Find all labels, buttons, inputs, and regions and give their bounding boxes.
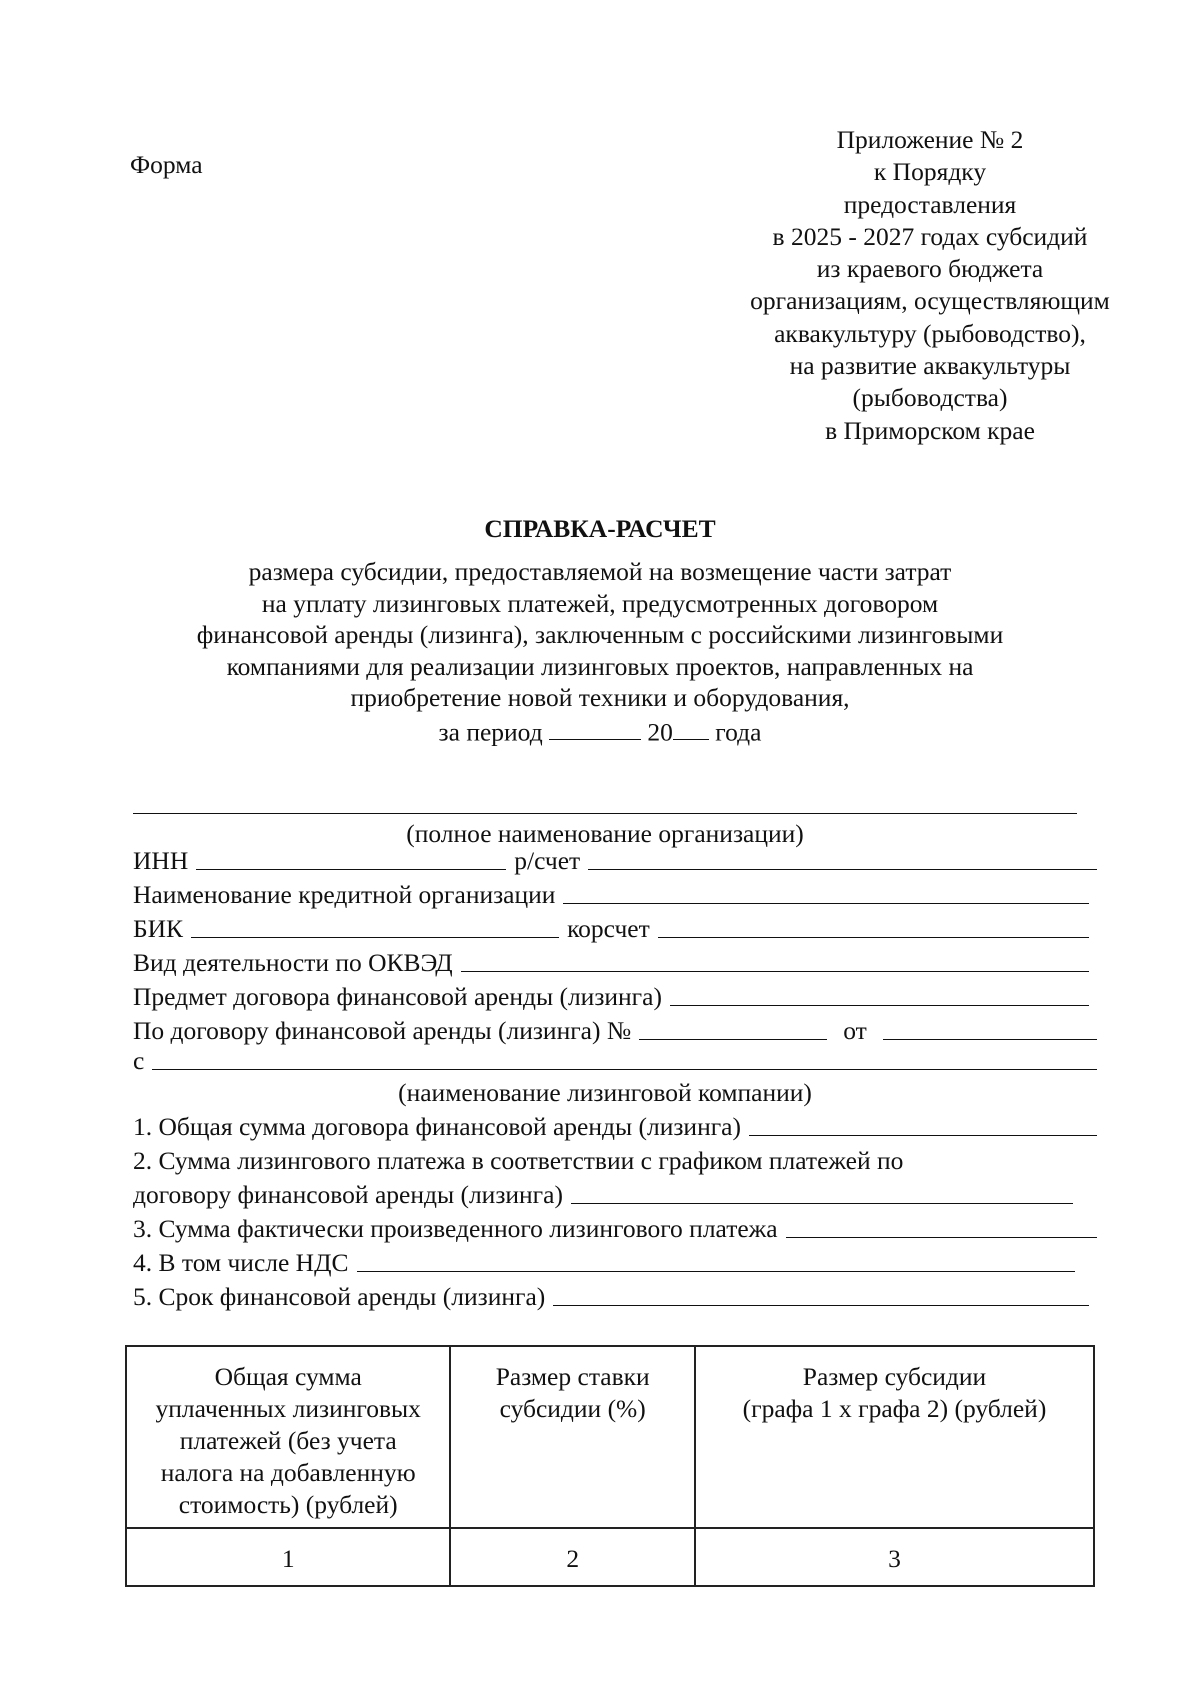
subtitle-line: на уплату лизинговых платежей, предусмотренных договором bbox=[261, 588, 939, 618]
period-line bbox=[0, 714, 1200, 748]
subtitle-line: финансовой аренды (лизинга), заключенным с российскими лизинговыми bbox=[196, 620, 1004, 649]
period-prefix: за период bbox=[438, 717, 543, 746]
item1-field[interactable] bbox=[749, 1134, 1097, 1136]
appendix-line: аквакультуру (рыбоводство), bbox=[774, 318, 1086, 348]
lease-contract-label: По договору финансовой аренды (лизинга) № bbox=[133, 1016, 632, 1045]
subtitle-line: размера субсидии, предоставляемой на возмещение части затрат bbox=[248, 557, 952, 586]
period-blank[interactable] bbox=[549, 714, 641, 741]
org-name-caption: (полное наименование организации) bbox=[406, 819, 804, 848]
table-header-row bbox=[126, 1346, 1094, 1528]
header-line: субсидии (%) bbox=[499, 1394, 646, 1423]
appendix-line: Приложение № 2 bbox=[836, 125, 1024, 154]
account-label: р/счет bbox=[514, 846, 581, 875]
item2-field[interactable] bbox=[571, 1202, 1073, 1204]
appendix-block bbox=[690, 124, 1170, 447]
period-suffix: года bbox=[715, 717, 762, 746]
okved-field[interactable] bbox=[461, 970, 1089, 972]
item2-label-line2: договору финансовой аренды (лизинга) bbox=[133, 1180, 563, 1209]
header-line: уплаченных лизинговых bbox=[155, 1394, 421, 1423]
appendix-line: в Приморском крае bbox=[825, 415, 1035, 445]
corr-account-label: корсчет bbox=[567, 914, 650, 943]
header-line: (графа 1 х графа 2) (рублей) bbox=[742, 1394, 1047, 1423]
bik-row bbox=[133, 914, 1089, 944]
appendix-line: к Порядку bbox=[873, 157, 987, 187]
inn-row bbox=[133, 846, 1097, 876]
header-line: налога на добавленную bbox=[160, 1458, 416, 1487]
inn-label: ИНН bbox=[133, 846, 189, 875]
lessor-row bbox=[133, 1046, 1097, 1076]
contract-number-field[interactable] bbox=[639, 1038, 827, 1040]
lease-subject-field[interactable] bbox=[670, 1004, 1089, 1006]
item4-label: 4. В том числе НДС bbox=[133, 1248, 349, 1277]
item4-field[interactable] bbox=[357, 1270, 1076, 1272]
appendix-line: из краевого бюджета bbox=[816, 254, 1044, 284]
header-line: стоимость) (рублей) bbox=[178, 1490, 398, 1519]
year-blank[interactable] bbox=[673, 714, 709, 741]
item5-label: 5. Срок финансовой аренды (лизинга) bbox=[133, 1282, 546, 1311]
appendix-line: в 2025 - 2027 годах субсидий bbox=[772, 221, 1088, 251]
header-line: Размер ставки bbox=[495, 1362, 650, 1391]
org-name-line[interactable] bbox=[133, 813, 1077, 814]
bik-label: БИК bbox=[133, 914, 184, 943]
item2-label-line1: 2. Сумма лизингового платежа в соответствии с графиком платежей по bbox=[133, 1146, 904, 1175]
lessor-field[interactable] bbox=[152, 1068, 1097, 1070]
item1-label: 1. Общая сумма договора финансовой аренды (лизинга) bbox=[133, 1112, 741, 1141]
item3-row bbox=[133, 1214, 1097, 1244]
bank-name-field[interactable] bbox=[563, 902, 1089, 904]
calculation-table bbox=[125, 1345, 1095, 1587]
corr-account-field[interactable] bbox=[658, 936, 1089, 938]
item3-label: 3. Сумма фактически произведенного лизингового платежа bbox=[133, 1214, 778, 1243]
appendix-line: на развитие аквакультуры bbox=[789, 351, 1071, 381]
inn-field[interactable] bbox=[196, 868, 506, 870]
appendix-line: предоставления bbox=[843, 189, 1017, 219]
okved-row bbox=[133, 948, 1089, 978]
appendix-line: организациям, осуществляющим bbox=[750, 286, 1110, 316]
account-field[interactable] bbox=[588, 868, 1097, 870]
item4-row bbox=[133, 1248, 1075, 1278]
date-from-label: от bbox=[843, 1016, 867, 1045]
item3-field[interactable] bbox=[786, 1236, 1097, 1238]
lease-subject-label: Предмет договора финансовой аренды (лизинга) bbox=[133, 982, 662, 1011]
header-rate bbox=[450, 1346, 695, 1528]
form-label: Форма bbox=[130, 150, 203, 179]
document-subtitle bbox=[0, 556, 1200, 748]
contract-date-field[interactable] bbox=[883, 1038, 1097, 1040]
bank-row bbox=[133, 880, 1089, 910]
column-number-1[interactable]: 1 bbox=[126, 1528, 450, 1586]
bik-field[interactable] bbox=[191, 936, 559, 938]
item5-row bbox=[133, 1282, 1089, 1312]
item2-row-2 bbox=[133, 1180, 1073, 1210]
lessor-caption: (наименование лизинговой компании) bbox=[398, 1078, 812, 1107]
header-subsidy-amount bbox=[695, 1346, 1094, 1528]
lease-subject-row bbox=[133, 982, 1089, 1012]
table-number-row bbox=[126, 1528, 1094, 1586]
column-number-3[interactable]: 3 bbox=[695, 1528, 1094, 1586]
period-year: 20 bbox=[647, 717, 673, 746]
subtitle-line: компаниями для реализации лизинговых проектов, направленных на bbox=[226, 651, 974, 681]
lease-contract-row bbox=[133, 1016, 1097, 1046]
item5-field[interactable] bbox=[553, 1304, 1089, 1306]
subtitle-line: приобретение новой техники и оборудования, bbox=[350, 683, 850, 712]
column-number-2[interactable]: 2 bbox=[450, 1528, 695, 1586]
header-total-payments bbox=[126, 1346, 450, 1528]
header-line: Общая сумма bbox=[214, 1362, 362, 1391]
header-line: Размер субсидии bbox=[802, 1362, 987, 1391]
item1-row bbox=[133, 1112, 1097, 1142]
header-line: платежей (без учета bbox=[179, 1426, 397, 1455]
bank-name-label: Наименование кредитной организации bbox=[133, 880, 556, 909]
okved-label: Вид деятельности по ОКВЭД bbox=[133, 948, 453, 977]
appendix-line: (рыбоводства) bbox=[852, 383, 1008, 413]
item2-row-1 bbox=[133, 1146, 1097, 1176]
with-label: с bbox=[133, 1046, 145, 1075]
document-title: СПРАВКА-РАСЧЕТ bbox=[484, 514, 716, 543]
